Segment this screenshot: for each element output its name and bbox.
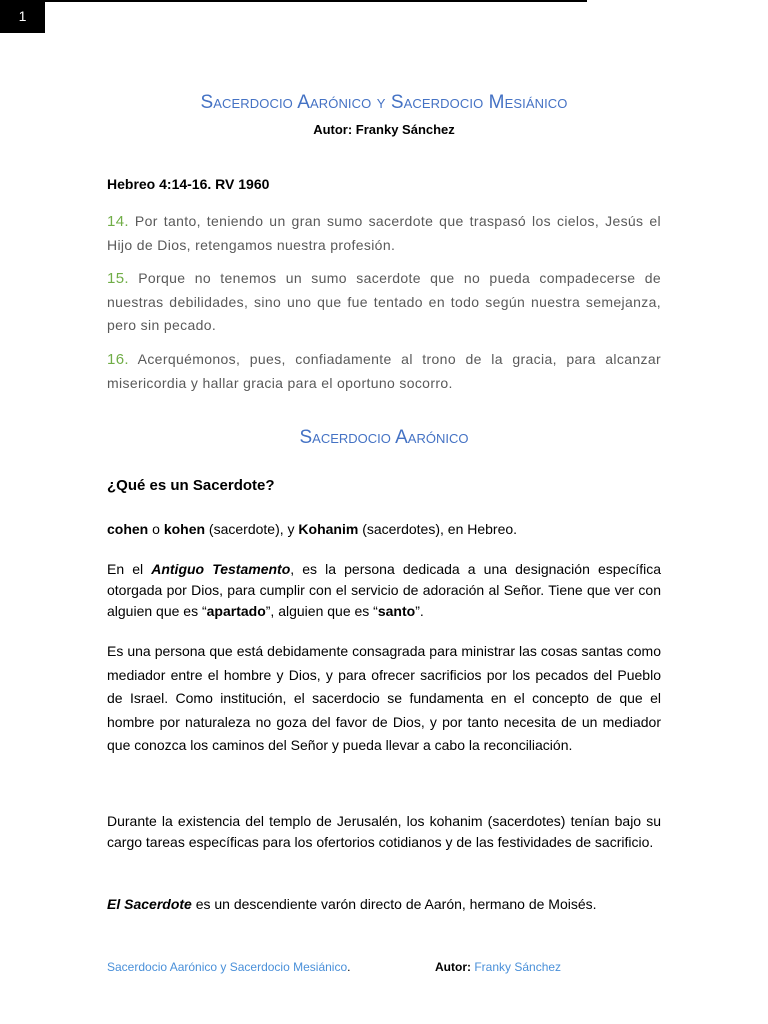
verse-text: Porque no tenemos un sumo sacerdote que no pueda compadecerse de nuestras debilidades, sino uno que fue tentado en todo según nuestra semejanza, pero sin pecado. — [107, 270, 661, 333]
verse-14 — [107, 210, 661, 257]
hebrew-terms-paragraph — [107, 519, 661, 539]
text-run: o — [148, 521, 164, 537]
text-run: ”. — [415, 603, 424, 619]
text-run: (sacerdotes), en Hebreo. — [358, 521, 518, 537]
verse-15 — [107, 267, 661, 338]
footer-title — [107, 960, 350, 974]
verse-16 — [107, 348, 661, 395]
footer-author-name: Franky Sánchez — [474, 960, 562, 974]
footer-title-text: Sacerdocio Aarónico y Sacerdocio Mesiánico — [107, 960, 348, 974]
verse-number: 14. — [107, 213, 129, 230]
temple-paragraph: Durante la existencia del templo de Jerusalén, los kohanim (sacerdotes) tenían bajo su cargo tareas específicas para los ofertorios cotidianos y de las festividades de sacrificio. — [107, 813, 661, 850]
definition-paragraph — [107, 559, 661, 622]
text-run: (sacerdote), y — [205, 521, 299, 537]
antiguo-testamento-emphasis: Antiguo Testamento — [151, 561, 291, 577]
document-title: Sacerdocio Aarónico y Sacerdocio Mesiánico — [200, 92, 568, 113]
term-cohen: cohen — [107, 521, 149, 537]
term-kohen: kohen — [163, 521, 206, 537]
mediator-paragraph: Es una persona que está debidamente consagrada para ministrar las cosas santas como mediador entre el hombre y Dios, y para ofrecer sacrificios por los pecados del Pueblo de Israel. Como institución, el sacerdocio se fundamenta en el concepto de que el hombre por naturaleza no goza del favor de Dios, y por tanto necesita de un mediador que conozca los caminos del Señor y pueda llevar a cabo la reconciliación. — [107, 643, 661, 753]
scripture-reference: Hebreo 4:14-16. RV 1960 — [107, 176, 270, 192]
verse-text: Por tanto, teniendo un gran sumo sacerdote que traspasó los cielos, Jesús el Hijo de Dios, retengamos nuestra profesión. — [107, 213, 661, 253]
footer-dot: . — [347, 960, 351, 974]
section-heading: Sacerdocio Aarónico — [299, 427, 469, 448]
author-line: Autor: Franky Sánchez — [313, 122, 455, 137]
el-sacerdote-emphasis: El Sacerdote — [107, 896, 192, 912]
santo-emphasis: santo — [377, 603, 416, 619]
question-heading: ¿Qué es un Sacerdote? — [107, 477, 275, 494]
page-number: 1 — [0, 0, 45, 33]
footer-author — [435, 960, 561, 974]
verse-text: Acerquémonos, pues, confiadamente al trono de la gracia, para alcanzar misericordia y hallar gracia para el oportuno socorro. — [107, 351, 661, 391]
text-run: es un descendiente varón directo de Aarón, hermano de Moisés. — [191, 896, 597, 912]
text-run: ”, alguien que es “ — [265, 603, 378, 619]
text-run: , es la persona dedicada a una designación específica otorgada por Dios, para cumplir con el servicio de adoración al Señor. Tiene que ver con alguien que es “ — [107, 561, 661, 619]
header-rule — [45, 0, 587, 2]
sacerdote-paragraph — [107, 894, 661, 914]
footer-author-label: Autor: — [435, 960, 475, 974]
verse-number: 16. — [107, 351, 129, 368]
verse-number: 15. — [107, 270, 129, 287]
term-kohanim: Kohanim — [298, 521, 359, 537]
apartado-emphasis: apartado — [206, 603, 266, 619]
text-run: En el — [107, 561, 152, 577]
